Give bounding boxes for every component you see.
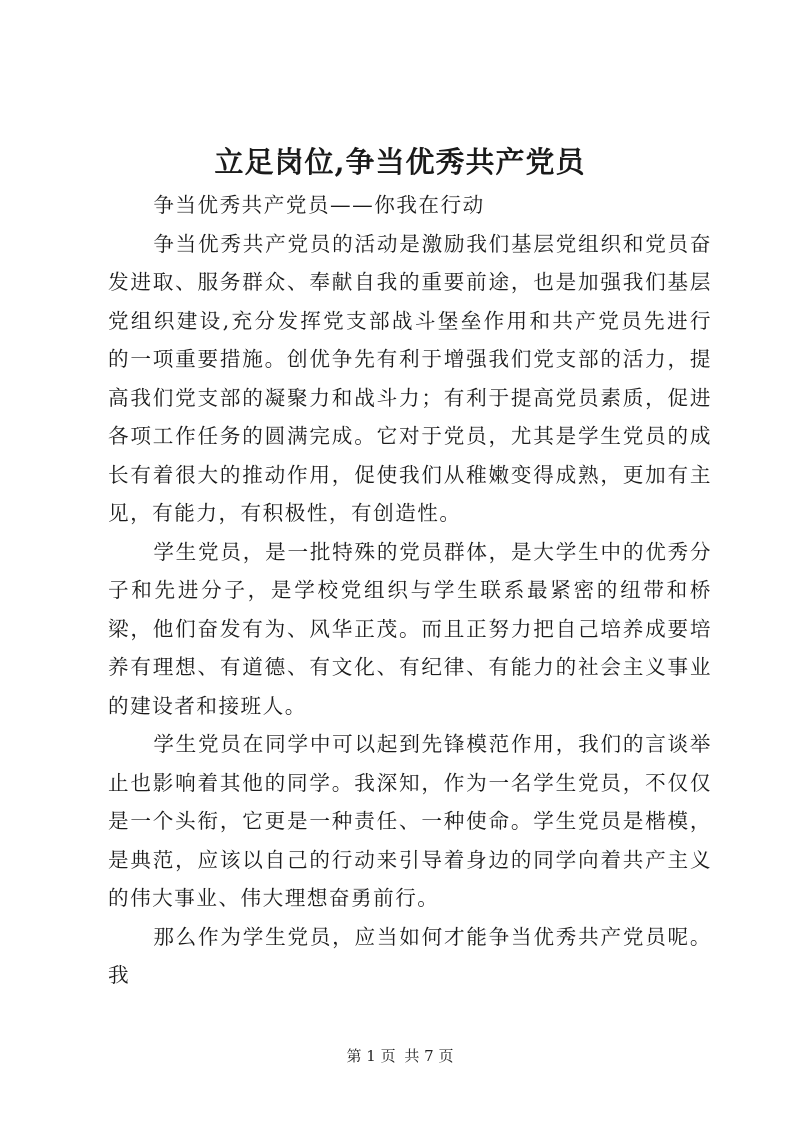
- body-paragraph: 学生党员在同学中可以起到先锋模范作用，我们的言谈举止也影响着其他的同学。我深知，作为一名学生党员，不仅仅是一个头衔，它更是一种责任、一种使命。学生党员是楷模，是典范，应该以自己的行动来引导着身边的同学向着共产主义的伟大事业、伟大理想奋勇前行。: [108, 732, 712, 910]
- body-paragraph: 争当优秀共产党员的活动是激励我们基层党组织和党员奋发进取、服务群众、奉献自我的重要前途，也是加强我们基层党组织建设,充分发挥党支部战斗堡垒作用和共产党员先进行的一项重要措施。创优争先有利于增强我们党支部的活力，提高我们党支部的凝聚力和战斗力；有利于提高党员素质，促进各项工作任务的圆满完成。它对于党员，尤其是学生党员的成长有着很大的推动作用，促使我们从稚嫩变得成熟，更加有主见，有能力，有积极性，有创造性。: [108, 231, 712, 525]
- document-title: 立足岗位,争当优秀共产党员: [214, 145, 586, 179]
- page-number: 第 1 页: [346, 1047, 396, 1065]
- document-body: [108, 186, 712, 995]
- subtitle-paragraph: 争当优秀共产党员——你我在行动: [153, 193, 485, 217]
- page-footer: [0, 1046, 800, 1066]
- body-paragraph: 那么作为学生党员，应当如何才能争当优秀共产党员呢。我: [108, 924, 712, 987]
- body-paragraph: 学生党员，是一批特殊的党员群体，是大学生中的优秀分子和先进分子，是学校党组织与学生联系最紧密的纽带和桥梁，他们奋发有为、风华正茂。而且正努力把自己培养成要培养有理想、有道德、有文化、有纪律、有能力的社会主义事业的建设者和接班人。: [108, 539, 712, 718]
- page-total: 共 7 页: [404, 1047, 454, 1065]
